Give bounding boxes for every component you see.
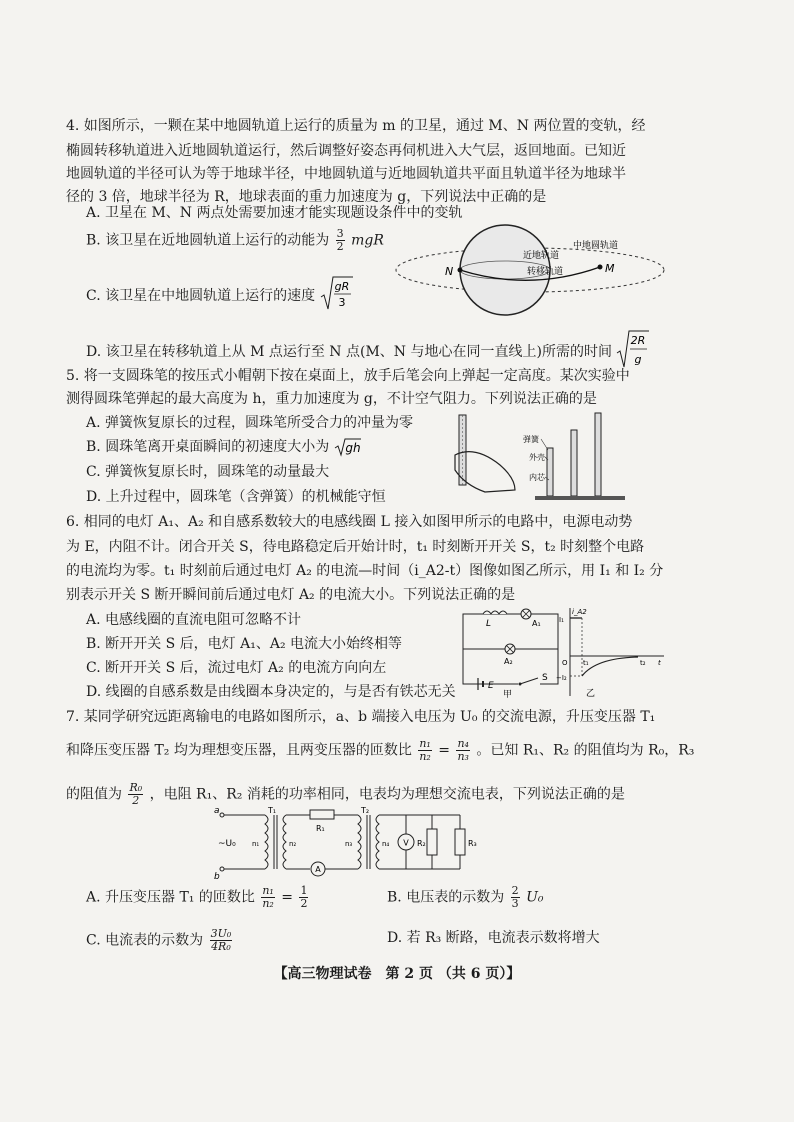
label-u0: ~U₀ (218, 839, 236, 849)
label-o: O (562, 659, 568, 667)
q4-b-fraction: $\frac{3}{2}$ (336, 227, 344, 253)
t1-secondary (283, 815, 286, 869)
q4-c-sqrt (320, 275, 354, 317)
label-ia2: i_A2 (572, 608, 587, 616)
q6-stem-line1: 6. 相同的电灯 A₁、A₂ 和自感系数较大的电感线圈 L 接入如图甲所示的电路中，电源电动势 (66, 514, 633, 530)
q7-stem-line3: 的阻值为 $\frac{\text{R₀}}{2}$ ，电阻 R₁、R₂ 消耗的功率相同，电表均为理想交流电表，下列说法正确的是 (66, 781, 625, 807)
q7-option-d: D. 若 R₃ 断路，电流表示数将增大 (387, 930, 600, 946)
q6-stem-line4: 别表示开关 S 断开瞬间前后通过电灯 A₂ 的电流大小。下列说法正确的是 (66, 587, 516, 603)
q7-ratio-left: $\frac{\text{n₁}}{\text{n₂}}$ (419, 737, 431, 763)
q6-option-c: C. 断开开关 S 后，流过电灯 A₂ 的电流方向向左 (86, 660, 387, 676)
label-t2: t₂ (640, 659, 646, 667)
pen-3 (595, 413, 601, 496)
label-v: V (403, 838, 409, 848)
q7-stem-line2: 和降压变压器 T₂ 均为理想变压器，且两变压器的匝数比 $\frac{\text{n₁}}{\text{n₂}}$ = $\frac{\text{n₄}}{\text{n₃}}$ 。已知 R₁、R₂ 的阻值均为 R₀，R₃ (66, 737, 695, 763)
q6-option-d: D. 线圈的自感系数是由线圈本身决定的，与是否有铁芯无关 (86, 684, 456, 700)
q4-option-a: A. 卫星在 M、N 两点处需要加速才能实现题设条件中的变轨 (86, 205, 463, 221)
q4-orbit-figure (395, 222, 670, 322)
point-n (458, 268, 463, 273)
q4-option-d: D. 该卫星在转移轨道上从 M 点运行至 N 点(M、N 与地心在同一直线上)所需的时间 2R g (86, 329, 650, 375)
label-near-orbit: 近地轨道 (523, 251, 560, 261)
q7-ratio-right: $\frac{\text{n₄}}{\text{n₃}}$ (457, 737, 469, 763)
q4-stem-line1: 4. 如图所示，一颗在某中地圆轨道上运行的质量为 m 的卫星，通过 M、N 两位置的变轨，经 (66, 118, 646, 134)
q7-stem-line1: 7. 某同学研究远距离输电的电路如图所示，a、b 端接入电压为 U₀ 的交流电源，升压变压器 T₁ (66, 709, 656, 725)
q6-circuit-figure (458, 606, 568, 698)
q7-option-b: B. 电压表的示数为 $\frac{2}{3}$ U₀ (387, 884, 544, 910)
q7-b-fraction: $\frac{2}{3}$ (511, 884, 519, 910)
label-r3: R₃ (468, 839, 477, 848)
q4-d-rad-num: 2R (631, 334, 646, 347)
label-i1: I₁ (559, 616, 564, 624)
label-b: b (214, 872, 220, 879)
label-ammeter: A (315, 865, 321, 874)
table (535, 496, 625, 500)
label-neg-i2: −I₂ (556, 674, 567, 682)
q6-stem-line3: 的电流均为零。t₁ 时刻前后通过电灯 A₂ 的电流—时间（i_A2-t）图像如图乙所示，用 I₁ 和 I₂ 分 (66, 563, 664, 579)
label-mid-orbit: 中地圆轨道 (573, 241, 619, 251)
label-core: 内芯 (529, 473, 545, 482)
decay-curve (582, 657, 638, 676)
q7-a-fraction: $\frac{\text{n₁}}{\text{n₂}}$ (262, 884, 274, 910)
pen-2 (571, 430, 577, 496)
q4-stem-line4: 径的 3 倍，地球半径为 R，地球表面的重力加速度为 g，下列说法中正确的是 (66, 189, 547, 205)
resistor-r3 (455, 829, 465, 855)
label-n3: n₃ (345, 840, 353, 848)
q7-c-fraction: $\frac{\text{3U₀}}{\text{4R₀}}$ (210, 927, 232, 953)
t1-primary (265, 815, 268, 869)
resistor-r2 (427, 829, 437, 855)
label-jia: 甲 (503, 690, 513, 698)
q4-c-rad-den: 3 (338, 296, 346, 309)
q6-stem-line2: 为 E，内阻不计。闭合开关 S，待电路稳定后开始计时，t₁ 时刻断开开关 S，t₂ 时刻整个电路 (66, 539, 645, 555)
q5-option-d: D. 上升过程中，圆珠笔（含弹簧）的机械能守恒 (86, 489, 386, 505)
label-s: S (542, 673, 548, 683)
label-e: E (488, 681, 494, 691)
q5-option-b: B. 圆珠笔离开桌面瞬间的初速度大小为 gh (86, 439, 361, 455)
q5-pen-figure (445, 410, 635, 505)
q6-graph-figure (556, 604, 668, 700)
point-m (598, 265, 603, 270)
q5-option-a: A. 弹簧恢复原长的过程，圆珠笔所受合力的冲量为零 (86, 415, 414, 431)
q7-option-a: A. 升压变压器 T₁ 的匝数比 $\frac{\text{n₁}}{\text{n₂}}$ = $\frac{1}{2}$ (86, 884, 308, 910)
q5-stem-line1: 5. 将一支圆珠笔的按压式小帽朝下按在桌面上，放手后笔会向上弹起一定高度。某次实验中 (66, 368, 630, 384)
label-spring: 弹簧 (523, 435, 539, 444)
label-a1: A₁ (532, 619, 541, 628)
label-n: N (445, 265, 454, 278)
t2-secondary (376, 815, 379, 869)
pen-1 (547, 448, 553, 496)
pen-left (459, 415, 466, 485)
q4-d-rad-den: g (634, 353, 642, 366)
label-l: L (486, 619, 492, 629)
label-a: a (214, 807, 220, 816)
label-transfer-orbit: 转移轨道 (527, 267, 564, 277)
inductor (483, 611, 507, 614)
label-t1: t₁ (583, 659, 589, 667)
q5-stem-line2: 测得圆珠笔弹起的最大高度为 h，重力加速度为 g，不计空气阻力。下列说法正确的是 (66, 391, 597, 407)
label-t: t (658, 659, 661, 667)
label-m: M (605, 262, 615, 275)
q7-a-value: $\frac{1}{2}$ (300, 884, 308, 910)
page-footer: 【高三物理试卷 第 2 页 （共 6 页）】 (273, 966, 521, 982)
q5-option-c: C. 弹簧恢复原长时，圆珠笔的动量最大 (86, 464, 330, 480)
q4-option-c: C. 该卫星在中地圆轨道上运行的速度 gR 3 (86, 275, 354, 317)
q4-stem-line3: 地圆轨道的半径可认为等于地球半径，中地圆轨道与近地圆轨道共平面且轨道半径为地球半 (66, 166, 626, 182)
label-shell: 外壳 (529, 453, 545, 462)
label-t2: T₂ (361, 807, 370, 815)
q5-b-rad: gh (345, 441, 361, 455)
q7-option-c: C. 电流表的示数为 $\frac{\text{3U₀}}{\text{4R₀}}$ (86, 927, 232, 953)
label-a2: A₂ (504, 657, 513, 666)
q7-circuit-figure (210, 807, 500, 879)
resistor-r1 (310, 810, 334, 819)
label-t1: T₁ (268, 807, 277, 815)
q5-b-sqrt (334, 437, 362, 457)
label-n4: n₄ (382, 840, 390, 848)
q6-option-a: A. 电感线圈的直流电阻可忽略不计 (86, 612, 302, 628)
label-n1: n₁ (252, 840, 260, 848)
q6-option-b: B. 断开开关 S 后，电灯 A₁、A₂ 电流大小始终相等 (86, 636, 403, 652)
q4-stem-line2: 椭圆转移轨道进入近地圆轨道运行，然后调整好姿态再伺机进入大气层，返回地面。已知近 (66, 143, 626, 159)
t2-primary (358, 815, 361, 869)
q4-c-rad-num: gR (334, 280, 349, 293)
q4-option-b: B. 该卫星在近地圆轨道上运行的动能为 $\frac{3}{2}$ mgR (86, 227, 384, 253)
label-r1: R₁ (316, 824, 325, 833)
q7-r3-fraction: $\frac{\text{R₀}}{2}$ (129, 781, 143, 807)
label-n2: n₂ (289, 840, 297, 848)
label-r2: R₂ (417, 839, 426, 848)
label-yi: 乙 (586, 689, 596, 699)
